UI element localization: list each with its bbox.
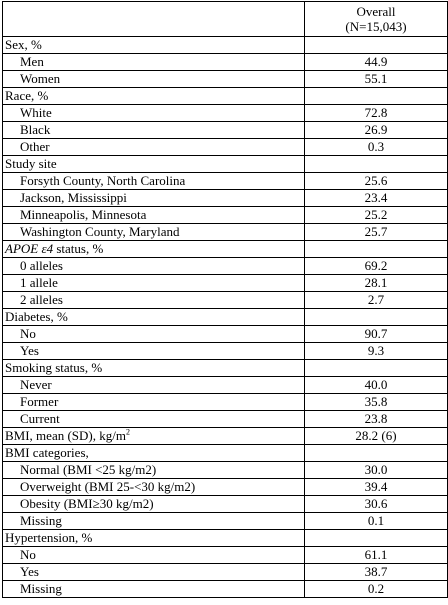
section-value-empty: [305, 309, 448, 326]
row-label: Current: [3, 411, 305, 428]
row-label: 1 allele: [3, 275, 305, 292]
table-row: [3, 581, 448, 598]
section-value-empty: [305, 241, 448, 258]
section-label: Smoking status, %: [3, 360, 305, 377]
table-row: [3, 139, 448, 156]
table-row: [3, 292, 448, 309]
row-label: Missing: [3, 581, 305, 598]
header-row: [3, 2, 448, 37]
bmi-mean-label: BMI, mean (SD), kg/m: [5, 428, 126, 443]
row-label: Normal (BMI <25 kg/m2): [3, 462, 305, 479]
table-row: [3, 105, 448, 122]
section-label: Hypertension, %: [3, 530, 305, 547]
row-value: 72.8: [305, 105, 448, 122]
header-variable-cell: [3, 2, 305, 37]
table-row: [3, 547, 448, 564]
row-label: Minneapolis, Minnesota: [3, 207, 305, 224]
section-label: Sex, %: [3, 37, 305, 54]
row-value: 0.3: [305, 139, 448, 156]
row-value: 23.8: [305, 411, 448, 428]
table-row: [3, 377, 448, 394]
row-value: 28.1: [305, 275, 448, 292]
row-value: 90.7: [305, 326, 448, 343]
row-value: 55.1: [305, 71, 448, 88]
table-row: [3, 513, 448, 530]
row-value: 69.2: [305, 258, 448, 275]
section-label: [3, 241, 305, 258]
row-value: 25.2: [305, 207, 448, 224]
row-label: Obesity (BMI≥30 kg/m2): [3, 496, 305, 513]
row-label: Jackson, Mississippi: [3, 190, 305, 207]
section-value-empty: [305, 445, 448, 462]
section-label: Diabetes, %: [3, 309, 305, 326]
row-value: 40.0: [305, 377, 448, 394]
section-row-smoking: [3, 360, 448, 377]
row-label: Yes: [3, 343, 305, 360]
row-value: 0.2: [305, 581, 448, 598]
characteristics-table: [2, 1, 448, 598]
apoe-status-label: status, %: [53, 241, 104, 256]
section-row-bmi-categories: [3, 445, 448, 462]
row-label: Men: [3, 54, 305, 71]
row-label: Women: [3, 71, 305, 88]
section-value-empty: [305, 88, 448, 105]
section-row-sex: [3, 37, 448, 54]
row-value: 61.1: [305, 547, 448, 564]
table-row: [3, 411, 448, 428]
table-row: [3, 394, 448, 411]
header-overall-label: Overall: [356, 4, 396, 19]
row-value: 28.2 (6): [305, 428, 448, 445]
section-row-bmi-mean: [3, 428, 448, 445]
row-value: 26.9: [305, 122, 448, 139]
row-label: 0 alleles: [3, 258, 305, 275]
section-label: [3, 428, 305, 445]
section-value-empty: [305, 360, 448, 377]
table-row: [3, 479, 448, 496]
table-row: [3, 54, 448, 71]
row-value: 0.1: [305, 513, 448, 530]
row-label: No: [3, 326, 305, 343]
row-label: Overweight (BMI 25-<30 kg/m2): [3, 479, 305, 496]
header-overall-cell: [305, 2, 448, 37]
row-value: 35.8: [305, 394, 448, 411]
row-value: 44.9: [305, 54, 448, 71]
row-label: Never: [3, 377, 305, 394]
row-label: Former: [3, 394, 305, 411]
section-value-empty: [305, 156, 448, 173]
header-n-label: (N=15,043): [345, 19, 407, 34]
row-value: 23.4: [305, 190, 448, 207]
section-row-apoe: [3, 241, 448, 258]
table-row: [3, 343, 448, 360]
section-row-hypertension: [3, 530, 448, 547]
table-row: [3, 275, 448, 292]
section-row-race: [3, 88, 448, 105]
row-label: Yes: [3, 564, 305, 581]
table-row: [3, 564, 448, 581]
row-label: Missing: [3, 513, 305, 530]
row-label: Other: [3, 139, 305, 156]
row-label: No: [3, 547, 305, 564]
table-row: [3, 326, 448, 343]
table-row: [3, 462, 448, 479]
table-row: [3, 224, 448, 241]
table-row: [3, 173, 448, 190]
section-label: BMI categories,: [3, 445, 305, 462]
table-row: [3, 496, 448, 513]
row-value: 9.3: [305, 343, 448, 360]
table-row: [3, 71, 448, 88]
row-label: Black: [3, 122, 305, 139]
row-value: 25.7: [305, 224, 448, 241]
row-value: 2.7: [305, 292, 448, 309]
row-label: Washington County, Maryland: [3, 224, 305, 241]
row-value: 39.4: [305, 479, 448, 496]
section-label: Race, %: [3, 88, 305, 105]
section-row-diabetes: [3, 309, 448, 326]
section-value-empty: [305, 530, 448, 547]
table-row: [3, 207, 448, 224]
table-row: [3, 122, 448, 139]
row-value: 30.6: [305, 496, 448, 513]
section-label: Study site: [3, 156, 305, 173]
apoe-gene-label: APOE ε4: [5, 241, 54, 256]
characteristics-table-container: [2, 1, 447, 598]
section-row-site: [3, 156, 448, 173]
row-label: White: [3, 105, 305, 122]
row-value: 25.6: [305, 173, 448, 190]
bmi-mean-label-sup: 2: [125, 427, 130, 437]
section-value-empty: [305, 37, 448, 54]
row-label: Forsyth County, North Carolina: [3, 173, 305, 190]
table-row: [3, 258, 448, 275]
table-row: [3, 190, 448, 207]
row-value: 30.0: [305, 462, 448, 479]
row-label: 2 alleles: [3, 292, 305, 309]
row-value: 38.7: [305, 564, 448, 581]
